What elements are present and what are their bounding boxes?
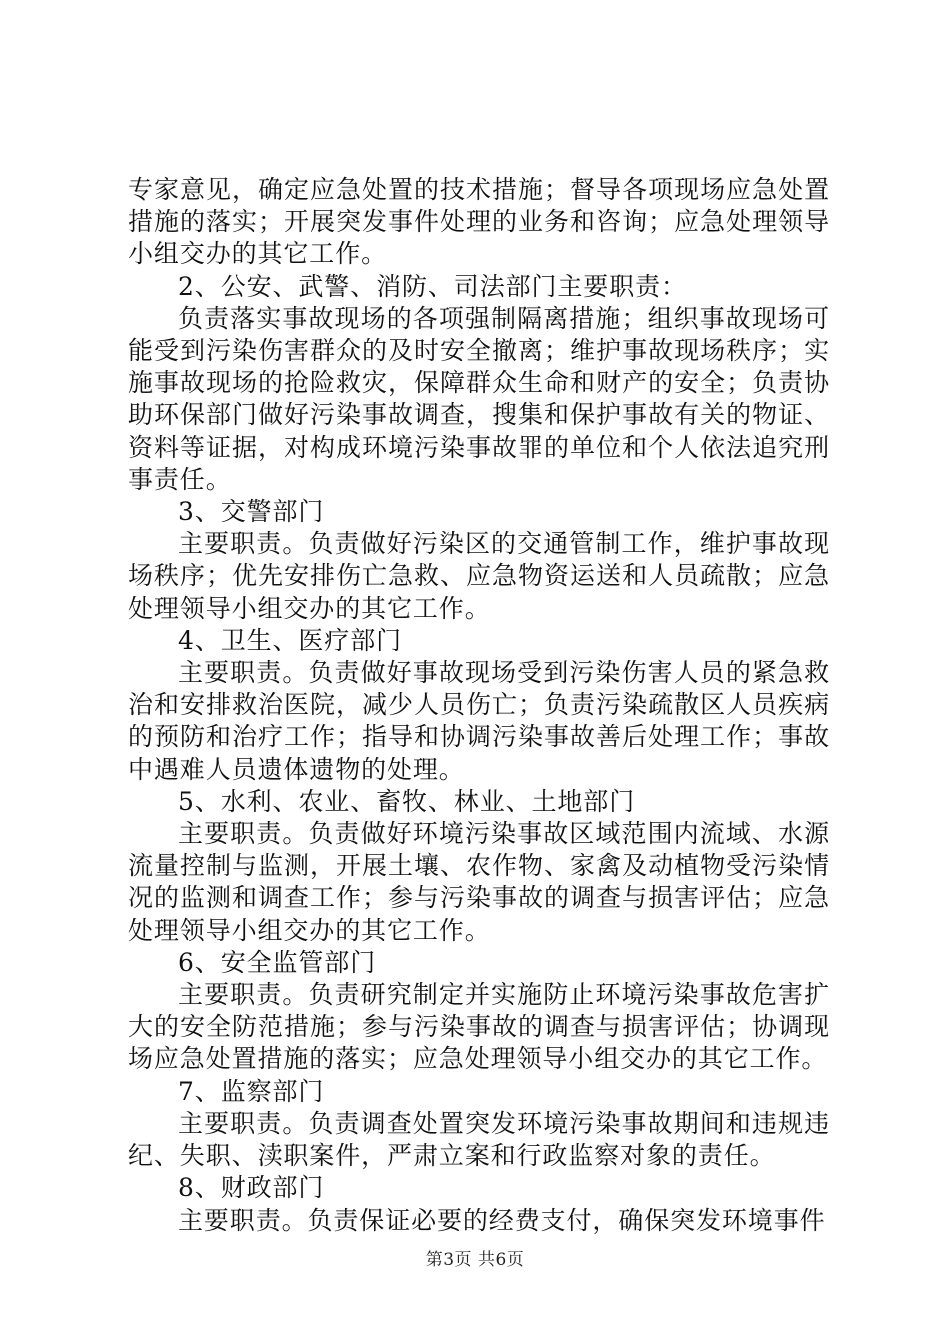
paragraph: 主要职责。负责保证必要的经费支付，确保突发环境事件 bbox=[178, 1205, 826, 1235]
paragraph: 负责落实事故现场的各项强制隔离措施；组织事故现场可能受到污染伤害群众的及时安全撤离；维护事故现场秩序；实施事故现场的抢险救灾，保障群众生命和财产的安全；负责协助环保部门做好污染事故调查，搜集和保护事故有关的物证、资料等证据，对构成环境污染事故罪的单位和个人依法追究刑事责任。 bbox=[128, 303, 830, 494]
page-footer: 第3页 共6页 bbox=[425, 1250, 525, 1270]
paragraph: 5、水利、农业、畜牧、林业、土地部门 bbox=[178, 786, 636, 816]
paragraph: 7、监察部门 bbox=[178, 1076, 325, 1106]
paragraph: 4、卫生、医疗部门 bbox=[178, 625, 403, 655]
document-body bbox=[128, 174, 830, 1237]
paragraph: 主要职责。负责研究制定并实施防止环境污染事故危害扩大的安全防范措施；参与污染事故的调查与损害评估；协调现场应急处置措施的落实；应急处理领导小组交办的其它工作。 bbox=[128, 980, 830, 1074]
paragraph: 主要职责。负责调查处置突发环境污染事故期间和违规违纪、失职、渎职案件，严肃立案和行政监察对象的责任。 bbox=[128, 1108, 830, 1171]
paragraph: 2、公安、武警、消防、司法部门主要职责： bbox=[178, 271, 687, 301]
paragraph: 主要职责。负责做好环境污染事故区域范围内流域、水源流量控制与监测，开展土壤、农作物、家禽及动植物受污染情况的监测和调查工作；参与污染事故的调查与损害评估；应急处理领导小组交办的其它工作。 bbox=[128, 819, 830, 945]
paragraph: 8、财政部门 bbox=[178, 1173, 325, 1203]
paragraph: 6、安全监管部门 bbox=[178, 947, 377, 977]
paragraph: 3、交警部门 bbox=[178, 497, 325, 527]
paragraph: 专家意见，确定应急处置的技术措施；督导各项现场应急处置措施的落实；开展突发事件处理的业务和咨询；应急处理领导小组交办的其它工作。 bbox=[128, 175, 830, 269]
paragraph: 主要职责。负责做好污染区的交通管制工作，维护事故现场秩序；优先安排伤亡急救、应急物资运送和人员疏散；应急处理领导小组交办的其它工作。 bbox=[128, 529, 830, 623]
paragraph: 主要职责。负责做好事故现场受到污染伤害人员的紧急救治和安排救治医院，减少人员伤亡；负责污染疏散区人员疾病的预防和治疗工作；指导和协调污染事故善后处理工作；事故中遇难人员遗体遗物的处理。 bbox=[128, 658, 830, 784]
